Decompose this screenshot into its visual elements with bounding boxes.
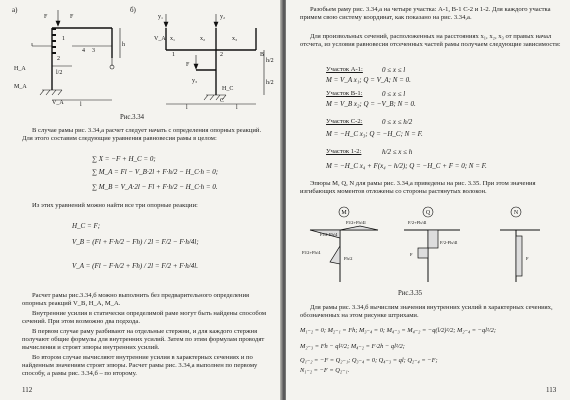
results-moments-2: M₂₋₃ = Fh − ql²/2; M₄₋₂ = F·2h − ql²/2; — [300, 343, 405, 350]
svg-text:1: 1 — [62, 36, 65, 42]
diagram-q-f-value: F — [410, 252, 413, 257]
svg-text:y₁: y₁ — [158, 14, 164, 20]
svg-text:1: 1 — [172, 52, 175, 58]
svg-text:2: 2 — [220, 52, 223, 58]
svg-text:M_A: M_A — [14, 84, 27, 90]
svg-text:h: h — [122, 42, 125, 48]
internal-force-diagrams — [300, 202, 562, 288]
results-normal: N₁₋₂ = −F = Q₂₋₁. — [300, 367, 350, 374]
diagram-q-right-value: F/2-Fh/4l — [440, 240, 458, 245]
segment-a1-equations: M = V_A x₁; Q = V_A; N = 0. — [326, 76, 411, 84]
results-moments-1: M₁₋₂ = 0; M₂₋₁ = Fh; M₃₋₄ = 0; M₄₋₃ = M₄₋₂ = −q(l/2)²/2; M₂₋₄ = −ql²/2; — [300, 327, 496, 334]
figure-caption-335: Рис.3.35 — [398, 290, 423, 297]
results-shear: Q₁₋₂ = −F = Q₂₋₁; Q₃₋₄ = 0; Q₄₋₃ = ql; Q₂₋₄ = −F; — [300, 357, 438, 364]
svg-text:F: F — [186, 62, 190, 68]
svg-text:x₁: x₁ — [170, 36, 176, 42]
figure-caption-334: Рис.3.34 — [120, 114, 145, 121]
right-page — [286, 0, 570, 400]
left-page — [0, 0, 282, 400]
svg-text:F: F — [44, 14, 48, 20]
segment-c2-title: Участок C-2: — [326, 118, 363, 125]
paragraph-section-method: Внутренние усилия в статически определимой раме могут быть найдены способом сечений. При этом возможно два подхода. — [22, 310, 267, 326]
paragraph-diagrams: Эпюры M, Q, N для рамы рис. 3.34,а приведены на рис. 3.35. При этом значения изгибающих моментов отложены со стороны растянутых волокон. — [300, 180, 536, 196]
page-number-right: 113 — [546, 386, 557, 394]
equation-sum-mb: ∑ M_B = V_A·2l − Fl + F·h/2 − H_C·h = 0. — [92, 183, 218, 191]
svg-text:C: C — [220, 98, 225, 104]
diagram-q-top-value: F/2+Fh/4l — [408, 220, 427, 225]
segment-a1-title: Участок A-1: — [326, 66, 363, 73]
svg-text:H_A: H_A — [14, 66, 26, 72]
fig-a-label: а) — [12, 6, 18, 14]
segment-12-equations: M = −H_C x₄ + F(x₄ − h/2); Q = −H_C + F = 0; N = F. — [326, 162, 487, 170]
diagram-n-f-value: F — [526, 256, 529, 261]
svg-text:l: l — [236, 105, 238, 111]
svg-text:l: l — [186, 105, 188, 111]
svg-text:x₂: x₂ — [200, 36, 206, 42]
segment-a1-range: 0 ≤ x ≤ l — [382, 66, 406, 74]
diagram-m-label: M — [341, 210, 347, 216]
paragraph-arbitrary-sections: Для произвольных сечений, расположенных на расстояниях x₁, x₂, x₃ от правых начал отсчета, из условия равновесия отсеченных частей рамы получаем следующие зависимости: — [300, 33, 561, 49]
paragraph-reactions-found: Из этих уравнений можно найти все три опорные реакции: — [32, 202, 198, 209]
fig-b-label: б) — [130, 6, 136, 14]
segment-c2-equations: M = −H_C x₃; Q = −H_C; N = F. — [326, 130, 423, 138]
svg-text:V_A: V_A — [154, 36, 166, 42]
solution-va: V_A = (Fl − F·h/2 + Fh) / 2l = F/2 + F·h/4l. — [72, 262, 198, 270]
svg-text:2: 2 — [57, 56, 60, 62]
segment-b1-range: 0 ≤ x ≤ l — [382, 90, 406, 98]
diagram-n-label: N — [513, 210, 519, 216]
diagram-m-low-value: Fh/2 — [344, 256, 353, 261]
svg-text:y₃: y₃ — [192, 78, 198, 84]
svg-text:3: 3 — [92, 48, 95, 54]
paragraph-second-approach: Во втором случае вычисляют внутренние усилия в характерных сечениях и по найденным значениям строят эпюры. Расчет рамы рис. 3.34,а выполнен по первому способу, а рамы рис. 3.34,б – по второму. — [22, 354, 258, 378]
page-number-left: 112 — [22, 386, 33, 394]
diagram-m-top-value: Fl/2+Fh/4l — [346, 220, 366, 225]
paragraph-frame-b-values: Для рамы рис. 3.34,б вычислим значения внутренних усилий в характерных сечениях, обозначенных на этом рисунке штрихами. — [300, 304, 553, 320]
segment-c2-range: 0 ≤ x ≤ h/2 — [382, 118, 413, 126]
solution-vb: V_B = (Fl + F·h/2 − Fh) / 2l = F/2 − F·h/4l; — [72, 238, 199, 246]
frame-a-diagram — [12, 10, 125, 110]
diagram-q-label: Q — [425, 210, 431, 216]
svg-text:x₃: x₃ — [232, 36, 238, 42]
svg-text:y₂: y₂ — [220, 14, 226, 20]
paragraph-split-frame: Разобьем раму рис. 3.34,а на четыре участка: A-1, B-1 C-2 и 1-2. Для каждого участка примем свою систему координат, как показано на рис. 3.34,а. — [300, 6, 551, 22]
paragraph-frame-b: Расчет рамы рис.3.34,б можно выполнить без предварительного определения опорных реакций V_B, H_A, M_A. — [22, 292, 250, 308]
diagram-m-left-value: Fl/2+Fh/4 — [302, 250, 321, 255]
segment-b1-title: Участок B-1: — [326, 90, 363, 97]
svg-text:h/2: h/2 — [266, 80, 274, 86]
segment-12-range: h/2 ≤ x ≤ h — [382, 148, 413, 156]
segment-b1-equations: M = V_B x₂; Q = −V_B; N = 0. — [326, 100, 416, 108]
svg-text:l/2: l/2 — [56, 70, 63, 76]
svg-text:V_A: V_A — [52, 100, 64, 106]
svg-text:h/2: h/2 — [266, 58, 274, 64]
svg-text:4: 4 — [82, 48, 85, 54]
equation-sum-x: ∑ X = −F + H_C = 0; — [92, 155, 156, 163]
equation-sum-ma: ∑ M_A = Fl − V_B·2l + F·h/2 − H_C·h = 0; — [92, 168, 219, 176]
svg-text:B: B — [260, 52, 265, 58]
paragraph-first-approach: В первом случае раму разбивают на отдельные стержни, и для каждого стержня получают общие формулы для внутренних усилий. Затем по этим формулам проводят вычисления и строят эпюры внутренних усилий. — [22, 328, 265, 352]
svg-text:H_C: H_C — [222, 86, 234, 92]
svg-text:F: F — [70, 14, 74, 20]
svg-text:l: l — [80, 102, 82, 108]
solution-hc: H_C = F; — [72, 222, 101, 230]
frame-b-diagram — [136, 10, 276, 110]
segment-12-title: Участок 1-2: — [326, 148, 362, 155]
diagram-m-mid-value: Fl/2-Fh/4 — [320, 232, 338, 237]
paragraph-reactions: В случае рамы рис. 3.34,а расчет следует начать с определения опорных реакций. Для этого составим следующие уравнения равновесия рамы в целом: — [22, 127, 262, 143]
